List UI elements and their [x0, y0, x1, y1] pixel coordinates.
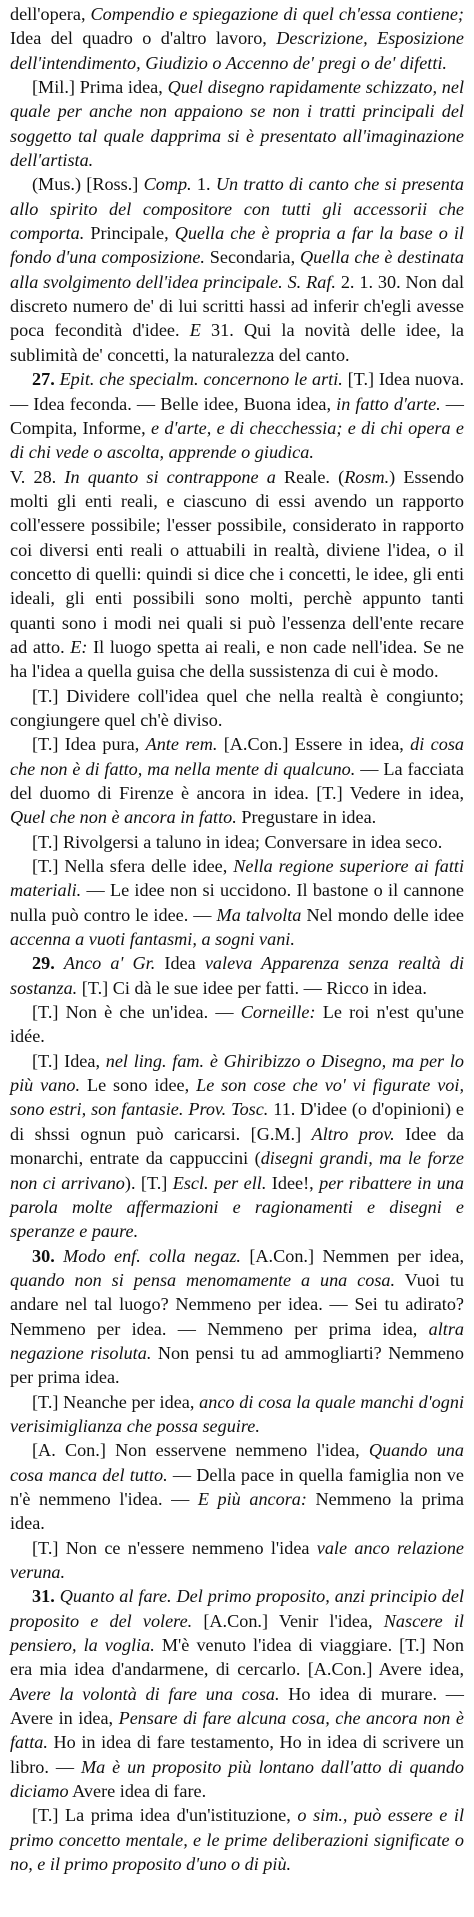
- entry-text: Le roi n'est qu'une idée.: [10, 1002, 464, 1047]
- italic-gloss: Nascere il pensiero, la voglia.: [10, 1610, 464, 1656]
- entry-text: [A.Con.] Venir l'idea,: [192, 1610, 384, 1631]
- entry-text: Secondaria,: [204, 247, 300, 268]
- entry-paragraph-p11: [10, 1000, 464, 1049]
- entry-paragraph-p6: [10, 684, 464, 733]
- italic-gloss: E: [189, 320, 201, 341]
- entry-text: Ho in idea di fare testamento, Ho in idea di scrivere un libro. —: [10, 1732, 464, 1777]
- entry-text: [T.] Idea,: [32, 1050, 106, 1071]
- entry-text: Vuoi tu andare nel tal luogo? Nemmeno per idea. — Sei tu adirato? Nemmeno per idea. — Nemmeno per prima idea,: [10, 1269, 464, 1339]
- entry-paragraph-p18: [10, 1803, 464, 1876]
- italic-gloss: quando non si pensa menomamente a una cosa.: [10, 1269, 396, 1290]
- entry-text: [T.] Neanche per idea,: [32, 1391, 200, 1412]
- entry-paragraph-p3: [10, 172, 464, 367]
- entry-text: ) Essendo molti gli enti reali, e ciascuno di essi avendo un rapporto coll'essere possibile; l'esser possibile, considerato in rapporto coi diversi enti reali o attuabili in realtà, diviene l'idea, o il concetto di quelli: quindi si dice che i concetti, le idee, gli enti ideali, gli enti possibili sono molti, perchè appunto tanti quanti sono i modi nei quali si può l'essenza dell'ente recare ad atto.: [10, 466, 464, 657]
- entry-text: [Mil.] Prima idea,: [32, 77, 168, 98]
- italic-gloss: Quella che è destinata alla svolgimento dell'idea principale.: [10, 247, 464, 292]
- italic-gloss: accenna a vuoti fantasmi, a sogni vani.: [10, 929, 295, 950]
- entry-text: — Compita, Informe,: [10, 393, 464, 438]
- italic-gloss: Pensare di fare alcuna cosa, che ancora non è fatta.: [10, 1708, 464, 1753]
- italic-gloss: Comp.: [143, 174, 192, 195]
- entry-text: dell'opera,: [10, 4, 91, 24]
- entry-text: [55, 1246, 63, 1266]
- entry-text: Idea: [155, 953, 205, 974]
- entry-text: [T.] La prima idea d'un'istituzione,: [32, 1805, 298, 1826]
- italic-gloss: Rosm.: [344, 466, 390, 487]
- entry-text: 2. 1. 30. Non dal discreto numero de' di lui scritti hassi ad inferir ch'egli avesse poca fecondità d'idee.: [10, 271, 465, 341]
- entry-text: Idea del quadro o d'altro lavoro,: [10, 28, 277, 49]
- italic-gloss: anco di cosa la quale manchi d'ogni verisimiglianza che possa seguire.: [10, 1391, 464, 1436]
- entry-text: Avere idea di fare.: [68, 1781, 207, 1802]
- italic-gloss: E:: [70, 636, 88, 657]
- italic-gloss: Altro prov.: [311, 1123, 395, 1144]
- entry-paragraph-p16: [10, 1536, 464, 1585]
- italic-gloss: altra negazione risoluta.: [10, 1318, 464, 1363]
- entry-text: [A. Con.] Non esservene nemmeno l'idea,: [32, 1440, 369, 1461]
- italic-gloss: Epit. che specialm. concernono le arti.: [59, 369, 343, 390]
- entry-text: Principale,: [84, 223, 175, 244]
- entry-text: Il luogo spetta ai reali, e non cade nell'idea. Se ne ha l'idea a quella guisa che della sussistenza di cui è modo.: [10, 636, 464, 682]
- italic-gloss: Compendio e spiegazione di quel ch'essa contiene;: [90, 4, 464, 24]
- italic-gloss: Ante rem.: [145, 734, 218, 755]
- entry-text: Idee da monarchi, entrate da cappuccini (: [10, 1123, 464, 1169]
- italic-gloss: Prov. Tosc.: [188, 1099, 269, 1120]
- entry-text: [T.] Ci dà le sue idee per fatti. — Ricco in idea.: [77, 977, 427, 998]
- entry-paragraph-p15: [10, 1438, 464, 1535]
- entry-paragraph-p7: [10, 732, 464, 829]
- entry-text: — La facciata del duomo di Firenze è ancora in idea. [T.] Vedere in idea,: [10, 758, 464, 803]
- entry-paragraph-p1: [10, 2, 464, 75]
- italic-gloss: Quel che non è ancora in fatto.: [10, 807, 237, 828]
- italic-gloss: di cosa che non è di fatto, ma nella mente di qualcuno.: [10, 734, 464, 779]
- italic-gloss: Le son cose che vo' vi figurate voi, sono estri, son fantasie.: [10, 1075, 464, 1120]
- italic-gloss: Un tratto di canto che si presenta allo spirito del compositore con tutti gli accessorii che comporta.: [10, 174, 465, 244]
- entry-text: 1.: [191, 174, 216, 195]
- italic-gloss: vale anco relazione veruna.: [10, 1537, 464, 1582]
- italic-gloss: Quanto al fare. Del primo proposito, anzi principio del proposito e del volere.: [10, 1586, 464, 1631]
- entry-text: Le sono idee,: [80, 1075, 197, 1096]
- italic-gloss: Anco a' Gr.: [63, 953, 156, 974]
- entry-text: [T.] Idea nuova. — Idea feconda. — Belle idee, Buona idea,: [10, 369, 464, 414]
- entry-text: [T.] Non ce n'essere nemmeno l'idea: [32, 1537, 317, 1558]
- italic-gloss: Avere la volontà di fare una cosa.: [10, 1683, 280, 1704]
- sense-number: 27.: [32, 369, 55, 390]
- italic-gloss: Escl. per ell.: [172, 1172, 267, 1193]
- entry-text: V. 28.: [10, 466, 57, 487]
- italic-gloss: o sim., può essere e il primo concetto mentale, e le prime deliberazioni significate o no, e il primo proposito d'uno o di più.: [10, 1805, 464, 1875]
- italic-gloss: valeva Apparenza senza realtà di sostanza.: [10, 953, 464, 998]
- entry-text: [T.] Dividere coll'idea quel che nella realtà è congiunto; congiungere quel ch'è diviso.: [10, 685, 464, 730]
- italic-gloss: e d'arte, e di checchessia; e di chi opera e di chi vede o ascolta, apprende o giudica.: [10, 417, 464, 463]
- entry-paragraph-p9: [10, 854, 464, 951]
- italic-gloss: Corneille:: [240, 1002, 316, 1023]
- italic-gloss: in fatto d'arte.: [336, 393, 441, 414]
- entry-text: [A.Con.] Essere in idea,: [217, 734, 411, 755]
- entry-text-column: [10, 2, 464, 1876]
- entry-text: Nemmeno la prima idea.: [10, 1488, 464, 1534]
- entry-text: — Della pace in quella famiglia non ve n'è nemmeno l'idea. —: [10, 1464, 464, 1509]
- entry-paragraph-p10: [10, 951, 464, 1000]
- entry-text: [55, 953, 64, 973]
- italic-gloss: Nella regione superiore ai fatti materiali.: [10, 856, 464, 901]
- entry-text: [T.] Non è che un'idea. —: [32, 1002, 241, 1023]
- sense-number: 30.: [32, 1245, 55, 1266]
- sense-number: 31.: [32, 1586, 55, 1607]
- entry-text: Ho idea di murare. — Avere in idea,: [10, 1683, 464, 1729]
- entry-text: M'è venuto l'idea di viaggiare. [T.] Non era mia idea d'andarmene, di cercarlo. [A.Con.] Avere idea,: [10, 1635, 464, 1680]
- italic-gloss: disegni grandi, ma le forze non ci arrivano: [10, 1148, 464, 1193]
- italic-gloss: E più ancora:: [197, 1488, 307, 1509]
- italic-gloss: Quando una cosa manca del tutto.: [10, 1440, 464, 1485]
- italic-gloss: S. Raf.: [287, 271, 336, 292]
- italic-gloss: Descrizione, Esposizione dell'intendimento, Giudizio o Accenno de' pregi o de' difetti.: [10, 28, 464, 73]
- italic-gloss: Ma talvolta: [216, 904, 302, 925]
- italic-gloss: Modo enf. colla negaz.: [63, 1245, 241, 1266]
- entry-text: Non pensi tu ad ammogliarti? Nemmeno per prima idea.: [10, 1342, 464, 1388]
- entry-text: — Le idee non si uccidono. Il bastone o il cannone nulla può contro le idee. —: [10, 880, 464, 925]
- entry-paragraph-p8: [10, 830, 464, 854]
- italic-gloss: Quel disegno rapidamente schizzato, nel quale per anche non appaiono se non i tratti principali del soggetto tal quale dapprima si è presentato all'imaginazione dell'artista.: [10, 77, 464, 171]
- italic-gloss: In quanto si contrappone a: [64, 466, 276, 487]
- entry-text: Pregustare in idea.: [236, 807, 377, 828]
- entry-paragraph-p5: [10, 465, 464, 684]
- entry-text: [T.] Nella sfera delle idee,: [32, 856, 234, 877]
- entry-text: Idee!,: [266, 1172, 320, 1193]
- entry-text: [T.] Idea pura,: [32, 734, 146, 755]
- italic-gloss: Ma è un proposito più lontano dall'atto di quando diciamo: [10, 1756, 465, 1802]
- entry-paragraph-p2: [10, 75, 464, 172]
- entry-paragraph-p13: [10, 1244, 464, 1390]
- entry-text: 31. Qui la novità delle idee, la sublimità de' concetti, la naturalezza del canto.: [10, 320, 464, 365]
- entry-paragraph-p17: [10, 1584, 464, 1803]
- italic-gloss: nel ling. fam. è Ghiribizzo o Disegno, ma per lo più vano.: [10, 1050, 464, 1096]
- entry-text: (Mus.) [Ross.]: [32, 174, 144, 195]
- entry-text: [T.] Rivolgersi a taluno in idea; Conversare in idea seco.: [32, 831, 443, 852]
- entry-text: ). [T.]: [124, 1172, 173, 1193]
- entry-text: 11. D'idee (o d'opinioni) e di shssi ognun può caricarsi. [G.M.]: [10, 1099, 464, 1144]
- italic-gloss: Quella che è propria a far la base o il fondo d'una composizione.: [10, 223, 464, 268]
- entry-paragraph-p4: [10, 367, 464, 464]
- entry-text: Reale. (: [275, 466, 345, 487]
- italic-gloss: per ribattere in una parola molte affermazioni e ragionamenti e disegni e speranze e paure.: [10, 1172, 464, 1242]
- entry-paragraph-p12: [10, 1049, 464, 1244]
- entry-paragraph-p14: [10, 1390, 464, 1439]
- entry-text: [A.Con.] Nemmen per idea,: [240, 1245, 465, 1266]
- sense-number: 29.: [32, 953, 55, 974]
- entry-text: Nel mondo delle idee: [301, 904, 465, 925]
